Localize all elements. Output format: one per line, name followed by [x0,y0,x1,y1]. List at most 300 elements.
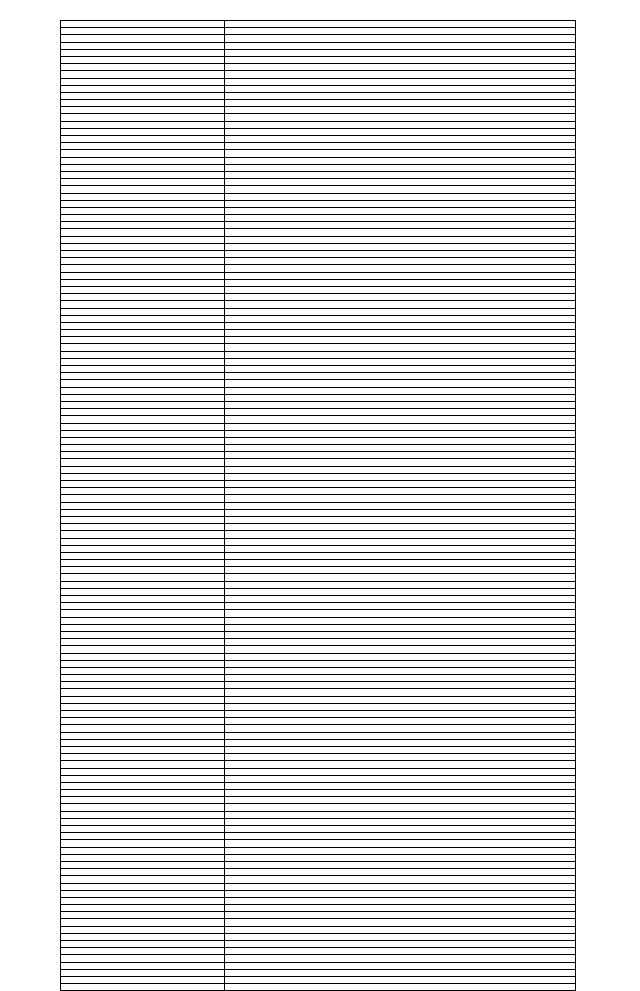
cadastral-number-cell [61,782,225,789]
address-cell [225,473,576,480]
cadastral-number-cell [61,682,225,689]
address-cell [225,696,576,703]
table-row [61,143,576,150]
table-row [61,631,576,638]
address-cell [225,804,576,811]
cadastral-number-cell [61,833,225,840]
address-cell [225,394,576,401]
cadastral-number-cell [61,653,225,660]
table-row [61,545,576,552]
table-row [61,840,576,847]
table-row [61,351,576,358]
table-row [61,358,576,365]
table-row [61,912,576,919]
cadastral-number-cell [61,552,225,559]
address-cell [225,660,576,667]
cadastral-number-cell [61,567,225,574]
table-row [61,667,576,674]
table-row [61,265,576,272]
cadastral-number-cell [61,366,225,373]
table-row [61,933,576,940]
address-cell [225,330,576,337]
table-row [61,725,576,732]
table-row [61,718,576,725]
address-cell [225,351,576,358]
address-cell [225,157,576,164]
cadastral-number-cell [61,179,225,186]
cadastral-number-cell [61,639,225,646]
table-row [61,524,576,531]
table-row [61,128,576,135]
cadastral-number-cell [61,725,225,732]
table-row [61,682,576,689]
address-cell [225,574,576,581]
cadastral-number-cell [61,912,225,919]
table-row [61,207,576,214]
cadastral-number-cell [61,114,225,121]
table-row [61,624,576,631]
cadastral-number-cell [61,481,225,488]
address-cell [225,516,576,523]
table-row [61,459,576,466]
table-row [61,948,576,955]
address-cell [225,78,576,85]
table-row [61,330,576,337]
cadastral-number-cell [61,222,225,229]
cadastral-number-cell [61,811,225,818]
address-cell [225,387,576,394]
address-cell [225,92,576,99]
cadastral-number-cell [61,28,225,35]
address-cell [225,222,576,229]
table-row [61,516,576,523]
address-cell [225,711,576,718]
cadastral-number-cell [61,157,225,164]
table-row [61,258,576,265]
table-row [61,286,576,293]
address-cell [225,639,576,646]
cadastral-number-cell [61,761,225,768]
address-cell [225,775,576,782]
cadastral-number-cell [61,315,225,322]
table-row [61,229,576,236]
address-cell [225,35,576,42]
address-cell [225,308,576,315]
table-row [61,114,576,121]
table-row [61,581,576,588]
table-row [61,394,576,401]
address-cell [225,128,576,135]
address-cell [225,624,576,631]
cadastral-number-cell [61,502,225,509]
address-cell [225,64,576,71]
table-row [61,243,576,250]
table-row [61,71,576,78]
cadastral-number-cell [61,215,225,222]
address-cell [225,258,576,265]
cadastral-number-cell [61,976,225,983]
address-cell [225,301,576,308]
address-cell [225,919,576,926]
table-row [61,969,576,976]
address-cell [225,984,576,991]
table-row [61,157,576,164]
address-cell [225,833,576,840]
address-cell [225,466,576,473]
cadastral-number-cell [61,193,225,200]
address-cell [225,380,576,387]
address-cell [225,272,576,279]
cadastral-number-cell [61,775,225,782]
table-row [61,552,576,559]
address-cell [225,136,576,143]
table-row [61,883,576,890]
table-row [61,401,576,408]
address-cell [225,265,576,272]
table-row [61,826,576,833]
address-cell [225,653,576,660]
address-cell [225,366,576,373]
cadastral-number-cell [61,229,225,236]
table-row [61,617,576,624]
cadastral-number-cell [61,610,225,617]
cadastral-number-cell [61,121,225,128]
cadastral-number-cell [61,840,225,847]
cadastral-number-cell [61,689,225,696]
cadastral-number-cell [61,272,225,279]
table-row [61,42,576,49]
address-cell [225,596,576,603]
table-row [61,567,576,574]
table-row [61,653,576,660]
table-row [61,984,576,991]
cadastral-number-cell [61,768,225,775]
table-row [61,215,576,222]
table-row [61,854,576,861]
address-cell [225,502,576,509]
cadastral-number-cell [61,387,225,394]
table-row [61,538,576,545]
cadastral-number-cell [61,200,225,207]
cadastral-number-cell [61,869,225,876]
cadastral-number-cell [61,603,225,610]
cadastral-number-cell [61,243,225,250]
table-row [61,100,576,107]
address-cell [225,488,576,495]
cadastral-number-cell [61,948,225,955]
table-row [61,366,576,373]
cadastral-number-cell [61,423,225,430]
table-row [61,85,576,92]
cadastral-number-cell [61,358,225,365]
table-row [61,761,576,768]
table-row [61,430,576,437]
address-cell [225,481,576,488]
address-cell [225,171,576,178]
address-cell [225,761,576,768]
table-row [61,452,576,459]
table-row [61,732,576,739]
cadastral-number-cell [61,847,225,854]
address-cell [225,703,576,710]
address-cell [225,840,576,847]
table-row [61,660,576,667]
cadastral-number-cell [61,675,225,682]
address-cell [225,567,576,574]
table-row [61,423,576,430]
address-cell [225,912,576,919]
table-row [61,775,576,782]
table-row [61,481,576,488]
address-cell [225,200,576,207]
cadastral-number-cell [61,49,225,56]
cadastral-number-cell [61,430,225,437]
cadastral-number-cell [61,797,225,804]
cadastral-number-cell [61,509,225,516]
table-row [61,675,576,682]
cadastral-number-cell [61,667,225,674]
address-cell [225,969,576,976]
cadastral-number-cell [61,85,225,92]
table-row [61,495,576,502]
address-cell [225,682,576,689]
address-cell [225,732,576,739]
table-row [61,976,576,983]
cadastral-number-cell [61,330,225,337]
cadastral-number-cell [61,107,225,114]
address-cell [225,430,576,437]
address-cell [225,552,576,559]
cadastral-number-cell [61,560,225,567]
cadastral-number-cell [61,919,225,926]
address-cell [225,617,576,624]
cadastral-number-cell [61,344,225,351]
cadastral-number-cell [61,897,225,904]
cadastral-number-cell [61,545,225,552]
address-cell [225,286,576,293]
table-row [61,703,576,710]
table-row [61,897,576,904]
address-cell [225,890,576,897]
table-row [61,186,576,193]
table-row [61,445,576,452]
address-cell [225,869,576,876]
cadastral-number-cell [61,531,225,538]
address-cell [225,725,576,732]
address-cell [225,962,576,969]
table-row [61,387,576,394]
address-cell [225,581,576,588]
address-cell [225,179,576,186]
address-cell [225,401,576,408]
cadastral-number-cell [61,861,225,868]
address-cell [225,193,576,200]
address-cell [225,560,576,567]
table-row [61,509,576,516]
address-cell [225,459,576,466]
address-cell [225,941,576,948]
table-row [61,926,576,933]
cadastral-number-cell [61,617,225,624]
cadastral-number-cell [61,883,225,890]
cadastral-number-cell [61,660,225,667]
address-cell [225,948,576,955]
table-row [61,646,576,653]
address-cell [225,452,576,459]
table-row [61,35,576,42]
table-row [61,603,576,610]
address-cell [225,976,576,983]
cadastral-number-cell [61,933,225,940]
address-cell [225,164,576,171]
address-cell [225,545,576,552]
table-row [61,588,576,595]
address-cell [225,186,576,193]
table-row [61,279,576,286]
table-row [61,818,576,825]
table-row [61,746,576,753]
table-row [61,466,576,473]
cadastral-number-cell [61,373,225,380]
table-row [61,150,576,157]
cadastral-number-cell [61,258,225,265]
address-cell [225,495,576,502]
cadastral-number-cell [61,128,225,135]
address-cell [225,416,576,423]
cadastral-number-cell [61,516,225,523]
cadastral-number-cell [61,538,225,545]
table-row [61,941,576,948]
address-cell [225,143,576,150]
address-cell [225,675,576,682]
table-row [61,711,576,718]
cadastral-number-cell [61,473,225,480]
table-row [61,179,576,186]
table-row [61,574,576,581]
table-row [61,488,576,495]
cadastral-number-cell [61,42,225,49]
cadastral-number-cell [61,78,225,85]
cadastral-number-cell [61,818,225,825]
cadastral-number-cell [61,35,225,42]
table-row [61,919,576,926]
table-row [61,790,576,797]
cadastral-number-cell [61,437,225,444]
table-row [61,107,576,114]
table-row [61,689,576,696]
cadastral-number-cell [61,826,225,833]
table-row [61,164,576,171]
cadastral-number-cell [61,337,225,344]
address-cell [225,826,576,833]
table-row [61,294,576,301]
cadastral-number-cell [61,890,225,897]
address-cell [225,897,576,904]
cadastral-number-cell [61,746,225,753]
cadastral-number-cell [61,696,225,703]
table-row [61,473,576,480]
address-cell [225,114,576,121]
cadastral-number-cell [61,969,225,976]
address-cell [225,646,576,653]
address-cell [225,847,576,854]
cadastral-number-cell [61,322,225,329]
cadastral-number-cell [61,732,225,739]
cadastral-number-cell [61,100,225,107]
table-row [61,754,576,761]
address-cell [225,876,576,883]
address-cell [225,588,576,595]
cadastral-number-cell [61,351,225,358]
table-row [61,804,576,811]
address-cell [225,215,576,222]
address-cell [225,437,576,444]
address-cell [225,926,576,933]
address-cell [225,631,576,638]
address-cell [225,121,576,128]
table-row [61,136,576,143]
cadastral-number-cell [61,926,225,933]
cadastral-number-cell [61,581,225,588]
table-row [61,236,576,243]
cadastral-number-cell [61,207,225,214]
cadastral-number-cell [61,380,225,387]
cadastral-number-cell [61,905,225,912]
table-row [61,876,576,883]
table-row [61,416,576,423]
address-cell [225,610,576,617]
table-row [61,833,576,840]
table-row [61,437,576,444]
address-cell [225,509,576,516]
table-row [61,596,576,603]
cadastral-number-cell [61,754,225,761]
address-cell [225,85,576,92]
table-row [61,890,576,897]
cadastral-number-cell [61,524,225,531]
cadastral-number-cell [61,452,225,459]
table-row [61,811,576,818]
table-row [61,782,576,789]
address-cell [225,445,576,452]
address-cell [225,754,576,761]
table-row [61,315,576,322]
table-row [61,696,576,703]
address-cell [225,315,576,322]
address-cell [225,854,576,861]
table-row [61,49,576,56]
address-cell [225,337,576,344]
cadastral-number-cell [61,64,225,71]
cadastral-number-cell [61,236,225,243]
address-cell [225,746,576,753]
address-cell [225,811,576,818]
cadastral-number-cell [61,941,225,948]
address-cell [225,718,576,725]
table-row [61,322,576,329]
cadastral-number-cell [61,279,225,286]
address-cell [225,236,576,243]
table-row [61,560,576,567]
cadastral-number-cell [61,624,225,631]
table-row [61,847,576,854]
address-cell [225,883,576,890]
table-row [61,193,576,200]
address-cell [225,955,576,962]
cadastral-number-cell [61,286,225,293]
cadastral-number-cell [61,574,225,581]
table-row [61,222,576,229]
